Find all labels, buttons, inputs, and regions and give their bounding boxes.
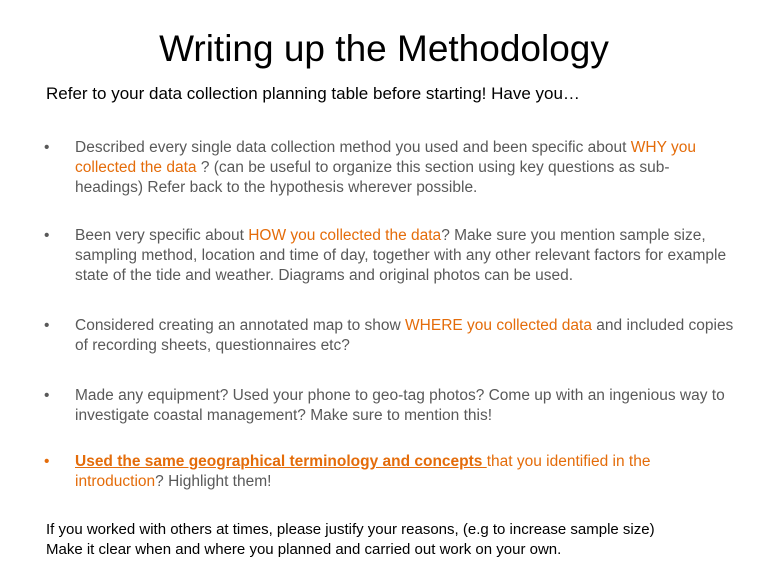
- bullet-marker: •: [44, 227, 50, 244]
- bullet-text-pre: Been very specific about: [75, 227, 249, 244]
- slide-subtitle: Refer to your data collection planning table before starting! Have you…: [46, 84, 580, 103]
- bullet-text-mid: that you identified in the: [486, 453, 651, 470]
- highlight-where: WHERE you collected data: [405, 317, 592, 334]
- bullet-text: [75, 452, 735, 492]
- footer-line-2: Make it clear when and where you planned and carried out work on your own.: [46, 541, 562, 558]
- footer-note: [46, 520, 756, 560]
- bullet-text-pre: Considered creating an annotated map to show: [75, 317, 406, 334]
- footer-line-1: If you worked with others at times, please justify your reasons, (e.g to increase sample size): [46, 521, 655, 538]
- bullet-text-post: ? (can be useful to organize this section using key questions as sub-headings) Refer back to the hypothesis wherever possible.: [75, 159, 670, 196]
- bullet-text-post: ? Highlight them!: [155, 473, 272, 490]
- bullet-text: [75, 316, 735, 356]
- bullet-marker: •: [44, 317, 50, 334]
- bullet-marker: •: [44, 139, 50, 156]
- bullet-text: [75, 138, 735, 198]
- highlight-how: HOW you collected the data: [248, 227, 442, 244]
- bullet-text: [75, 226, 735, 286]
- bullet-marker: •: [44, 387, 50, 404]
- slide-title: Writing up the Methodology: [159, 28, 609, 69]
- highlight-terminology: Used the same geographical terminology and concepts: [75, 453, 487, 470]
- bullet-marker: •: [44, 453, 50, 470]
- highlight-why: WHY you collected the data: [75, 139, 696, 176]
- bullet-text-post: ? Make sure you mention sample size, sampling method, location and time of day, together with any other relevant factors for example state of the tide and weather. Diagrams and original photos can be used.: [75, 227, 727, 284]
- bullet-text-post: and included copies of recording sheets, questionnaires etc?: [75, 317, 734, 354]
- bullet-text: Made any equipment? Used your phone to geo-tag photos? Come up with an ingenious way to investigate coastal management? Make sure to mention this!: [75, 387, 725, 424]
- highlight-introduction: introduction: [75, 473, 156, 490]
- bullet-text-pre: Described every single data collection method you used and been specific about: [75, 139, 631, 156]
